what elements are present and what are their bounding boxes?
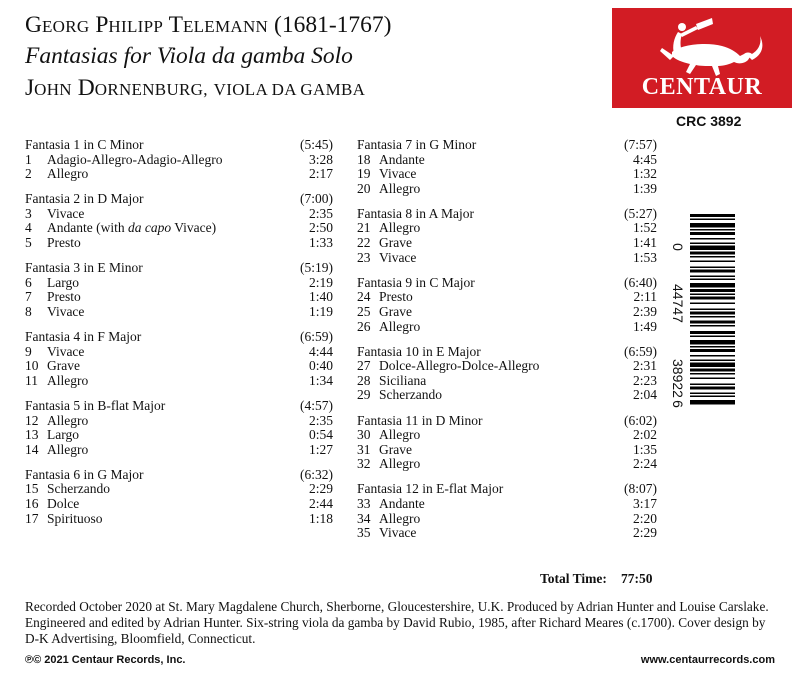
tracklist-right xyxy=(357,138,657,551)
fantasia-group xyxy=(357,207,657,265)
track-row xyxy=(25,305,333,320)
track-row xyxy=(25,276,333,291)
total-time-label: Total Time: xyxy=(540,571,607,586)
track-title: Allegro xyxy=(47,441,89,457)
fantasia-title: Fantasia 4 in F Major xyxy=(25,329,142,345)
track-number: 6 xyxy=(25,274,32,290)
track-row xyxy=(357,290,657,305)
fantasia-heading xyxy=(25,138,333,153)
fantasia-title: Fantasia 6 in G Major xyxy=(25,466,144,482)
track-time: 1:19 xyxy=(308,303,333,319)
track-time: 0:54 xyxy=(308,427,333,443)
track-title: Scherzando xyxy=(379,387,442,403)
fantasia-group xyxy=(357,414,657,472)
fantasia-group xyxy=(25,468,333,526)
track-number: 30 xyxy=(357,427,371,443)
fantasia-title: Fantasia 1 in C Minor xyxy=(25,137,144,152)
track-number: 29 xyxy=(357,387,371,403)
track-time: 1:34 xyxy=(308,372,333,388)
track-number: 21 xyxy=(357,220,371,236)
fantasia-duration: (6:02) xyxy=(624,412,657,428)
fantasia-heading xyxy=(25,192,333,207)
track-time: 2:50 xyxy=(308,220,333,236)
track-row xyxy=(25,443,333,458)
track-number: 26 xyxy=(357,318,371,334)
track-number: 11 xyxy=(25,372,38,388)
track-time: 2:11 xyxy=(633,289,657,305)
track-time: 2:44 xyxy=(308,495,333,511)
track-time: 2:02 xyxy=(632,427,657,443)
track-row xyxy=(357,497,657,512)
fantasia-duration: (7:00) xyxy=(300,191,333,207)
track-title: Siciliana xyxy=(379,372,427,388)
fantasia-group xyxy=(357,482,657,540)
track-title: Grave xyxy=(379,235,412,251)
track-number: 22 xyxy=(357,235,371,251)
track-row xyxy=(25,290,333,305)
track-time: 2:23 xyxy=(632,372,657,388)
track-title: Dolce-Allegro-Dolce-Allegro xyxy=(379,358,540,374)
track-time: 1:41 xyxy=(632,235,657,251)
total-time-value: 77:50 xyxy=(621,571,653,586)
track-row xyxy=(357,457,657,472)
track-number: 15 xyxy=(25,481,39,497)
track-number: 4 xyxy=(25,220,32,236)
track-time: 4:44 xyxy=(308,343,333,359)
fantasia-group xyxy=(25,261,333,319)
track-time: 2:19 xyxy=(308,274,333,290)
fantasia-duration: (6:59) xyxy=(624,343,657,359)
track-number: 13 xyxy=(25,427,39,443)
fantasia-duration: (5:27) xyxy=(624,205,657,221)
fantasia-heading xyxy=(25,399,333,414)
track-time: 2:24 xyxy=(632,456,657,472)
track-row xyxy=(25,482,333,497)
track-title: Largo xyxy=(47,274,79,290)
track-title: Grave xyxy=(47,358,80,374)
fantasia-heading xyxy=(25,330,333,345)
track-number: 28 xyxy=(357,372,371,388)
fantasia-title: Fantasia 12 in E-flat Major xyxy=(357,481,504,497)
logo-wordmark: CENTAUR xyxy=(641,74,763,100)
track-row xyxy=(357,182,657,197)
track-time: 1:40 xyxy=(308,289,333,305)
track-time: 2:35 xyxy=(308,205,333,221)
track-row xyxy=(357,512,657,527)
barcode-digits-group2: 38922 xyxy=(670,359,686,398)
fantasia-duration: (8:07) xyxy=(624,481,657,497)
composer-dates: (1681-1767) xyxy=(274,12,392,38)
fantasia-group xyxy=(357,345,657,403)
track-title: Scherzando xyxy=(47,481,110,497)
track-row xyxy=(357,428,657,443)
track-title: Allegro xyxy=(47,372,89,388)
track-row xyxy=(25,359,333,374)
track-title: Grave xyxy=(379,303,412,319)
track-row xyxy=(25,497,333,512)
track-row xyxy=(25,153,333,168)
track-number: 14 xyxy=(25,441,39,457)
track-row xyxy=(357,320,657,335)
track-time: 0:40 xyxy=(308,358,333,374)
track-time: 2:04 xyxy=(632,387,657,403)
track-row xyxy=(25,236,333,251)
track-row xyxy=(25,512,333,527)
track-time: 2:17 xyxy=(308,166,333,182)
barcode xyxy=(670,210,740,410)
track-title: Andante xyxy=(379,151,425,167)
track-row xyxy=(357,374,657,389)
track-row xyxy=(357,251,657,266)
fantasia-heading xyxy=(357,482,657,497)
track-row xyxy=(25,414,333,429)
fantasia-heading xyxy=(357,345,657,360)
track-number: 2 xyxy=(25,166,32,182)
track-title: Spirituoso xyxy=(47,510,103,526)
fantasia-heading xyxy=(357,414,657,429)
tracklist-left xyxy=(25,138,333,537)
fantasia-group xyxy=(25,330,333,388)
fantasia-title: Fantasia 11 in D Minor xyxy=(357,412,483,428)
fantasia-duration: (6:40) xyxy=(624,274,657,290)
track-title: Presto xyxy=(379,289,413,305)
track-number: 18 xyxy=(357,151,371,167)
track-number: 33 xyxy=(357,495,371,511)
track-title: Allegro xyxy=(379,318,421,334)
fantasia-group xyxy=(25,192,333,250)
recording-credits: Recorded October 2020 at St. Mary Magdalene Church, Sherborne, Gloucestershire, U.K. Produced by Adrian Hunter and Louise Carslake. Engineered and edited by Adrian Hunter. Six-string viola da gamba by David Rubio, 1985, after Richard Meares (c.1700). Cover design by D-K Advertising, Bloomfield, Connecticut. xyxy=(25,599,769,646)
track-title: Presto xyxy=(47,235,81,251)
fantasia-heading xyxy=(25,468,333,483)
track-row xyxy=(357,359,657,374)
track-time: 2:29 xyxy=(632,525,657,541)
track-time: 2:35 xyxy=(308,412,333,428)
track-title: Allegro xyxy=(379,510,421,526)
track-row xyxy=(357,221,657,236)
track-row xyxy=(357,443,657,458)
track-number: 17 xyxy=(25,510,39,526)
track-time: 4:45 xyxy=(632,151,657,167)
track-title: Vivace xyxy=(379,249,417,265)
fantasia-group xyxy=(25,138,333,182)
track-title: Andante (with da capo Vivace) xyxy=(47,220,217,236)
track-title: Andante xyxy=(379,495,425,511)
fantasia-group xyxy=(357,276,657,334)
track-time: 1:49 xyxy=(632,318,657,334)
track-row xyxy=(25,167,333,182)
track-time: 1:53 xyxy=(632,249,657,265)
composer-heading: GEORG PHILIPP TELEMANN (1681-1767) xyxy=(25,12,392,38)
track-number: 1 xyxy=(25,151,32,167)
track-time: 2:29 xyxy=(308,481,333,497)
track-number: 35 xyxy=(357,525,371,541)
track-number: 9 xyxy=(25,343,32,359)
track-time: 1:39 xyxy=(632,180,657,196)
fantasia-duration: (6:59) xyxy=(300,329,333,345)
track-time: 1:27 xyxy=(308,441,333,457)
fantasia-title: Fantasia 10 in E Major xyxy=(357,343,481,359)
track-number: 3 xyxy=(25,205,32,221)
fantasia-title: Fantasia 8 in A Major xyxy=(357,205,474,221)
track-title: Vivace xyxy=(379,525,417,541)
track-number: 25 xyxy=(357,303,371,319)
track-number: 8 xyxy=(25,303,32,319)
fantasia-group xyxy=(25,399,333,457)
fantasia-duration: (5:19) xyxy=(300,260,333,276)
track-title: Allegro xyxy=(379,180,421,196)
track-title: Vivace xyxy=(47,303,85,319)
track-number: 7 xyxy=(25,289,32,305)
track-title: Allegro xyxy=(379,427,421,443)
track-title: Presto xyxy=(47,289,81,305)
track-number: 34 xyxy=(357,510,371,526)
track-row xyxy=(25,207,333,222)
track-number: 20 xyxy=(357,180,371,196)
track-number: 31 xyxy=(357,441,371,457)
track-row xyxy=(357,388,657,403)
track-time: 3:28 xyxy=(308,151,333,167)
track-number: 23 xyxy=(357,249,371,265)
fantasia-heading xyxy=(357,207,657,222)
track-time: 1:33 xyxy=(308,235,333,251)
track-row xyxy=(357,305,657,320)
fantasia-heading xyxy=(357,276,657,291)
track-time: 1:18 xyxy=(308,510,333,526)
fantasia-duration: (6:32) xyxy=(300,466,333,482)
track-number: 12 xyxy=(25,412,39,428)
track-title: Dolce xyxy=(47,495,80,511)
website-link: www.centaurrecords.com xyxy=(640,654,775,666)
fantasia-heading xyxy=(25,261,333,276)
album-title: Fantasias for Viola da gamba Solo xyxy=(25,43,353,69)
track-row xyxy=(25,428,333,443)
fantasia-title: Fantasia 7 in G Minor xyxy=(357,137,477,152)
track-title: Grave xyxy=(379,441,412,457)
track-time: 1:32 xyxy=(632,166,657,182)
centaur-logo xyxy=(612,8,792,108)
track-number: 19 xyxy=(357,166,371,182)
track-title: Vivace xyxy=(47,205,85,221)
track-number: 10 xyxy=(25,358,39,374)
fantasia-duration: (5:45) xyxy=(300,137,333,152)
track-title: Adagio-Allegro-Adagio-Allegro xyxy=(47,151,223,167)
performer-heading: JOHN DORNENBURG, VIOLA DA GAMBA xyxy=(25,75,366,101)
track-row xyxy=(357,526,657,541)
track-time: 2:20 xyxy=(632,510,657,526)
barcode-digit-first: 0 xyxy=(670,243,686,251)
track-row xyxy=(357,236,657,251)
track-number: 5 xyxy=(25,235,32,251)
track-row xyxy=(25,374,333,389)
fantasia-title: Fantasia 3 in E Minor xyxy=(25,260,143,276)
fantasia-group xyxy=(357,138,657,196)
track-row xyxy=(25,345,333,360)
copyright-notice: ℗© 2021 Centaur Records, Inc. xyxy=(25,654,186,666)
track-row xyxy=(357,153,657,168)
fantasia-duration: (7:57) xyxy=(624,137,657,152)
fantasia-heading xyxy=(357,138,657,153)
track-time: 1:35 xyxy=(632,441,657,457)
track-title: Allegro xyxy=(379,220,421,236)
track-time: 1:52 xyxy=(632,220,657,236)
barcode-digits-group1: 44747 xyxy=(670,284,686,323)
catalog-number: CRC 3892 xyxy=(676,113,742,129)
track-title: Allegro xyxy=(47,412,89,428)
track-title: Vivace xyxy=(379,166,417,182)
track-title: Vivace xyxy=(47,343,85,359)
track-row xyxy=(357,167,657,182)
track-number: 32 xyxy=(357,456,371,472)
track-time: 3:17 xyxy=(632,495,657,511)
track-number: 16 xyxy=(25,495,39,511)
fantasia-title: Fantasia 5 in B-flat Major xyxy=(25,397,166,413)
track-row xyxy=(25,221,333,236)
track-number: 24 xyxy=(357,289,371,305)
barcode-digit-last: 6 xyxy=(670,400,686,408)
track-title: Allegro xyxy=(47,166,89,182)
track-number: 27 xyxy=(357,358,371,374)
fantasia-title: Fantasia 2 in D Major xyxy=(25,191,144,207)
fantasia-title: Fantasia 9 in C Major xyxy=(357,274,475,290)
track-title: Largo xyxy=(47,427,79,443)
track-time: 2:39 xyxy=(632,303,657,319)
fantasia-duration: (4:57) xyxy=(300,397,333,413)
track-title: Allegro xyxy=(379,456,421,472)
track-time: 2:31 xyxy=(632,358,657,374)
